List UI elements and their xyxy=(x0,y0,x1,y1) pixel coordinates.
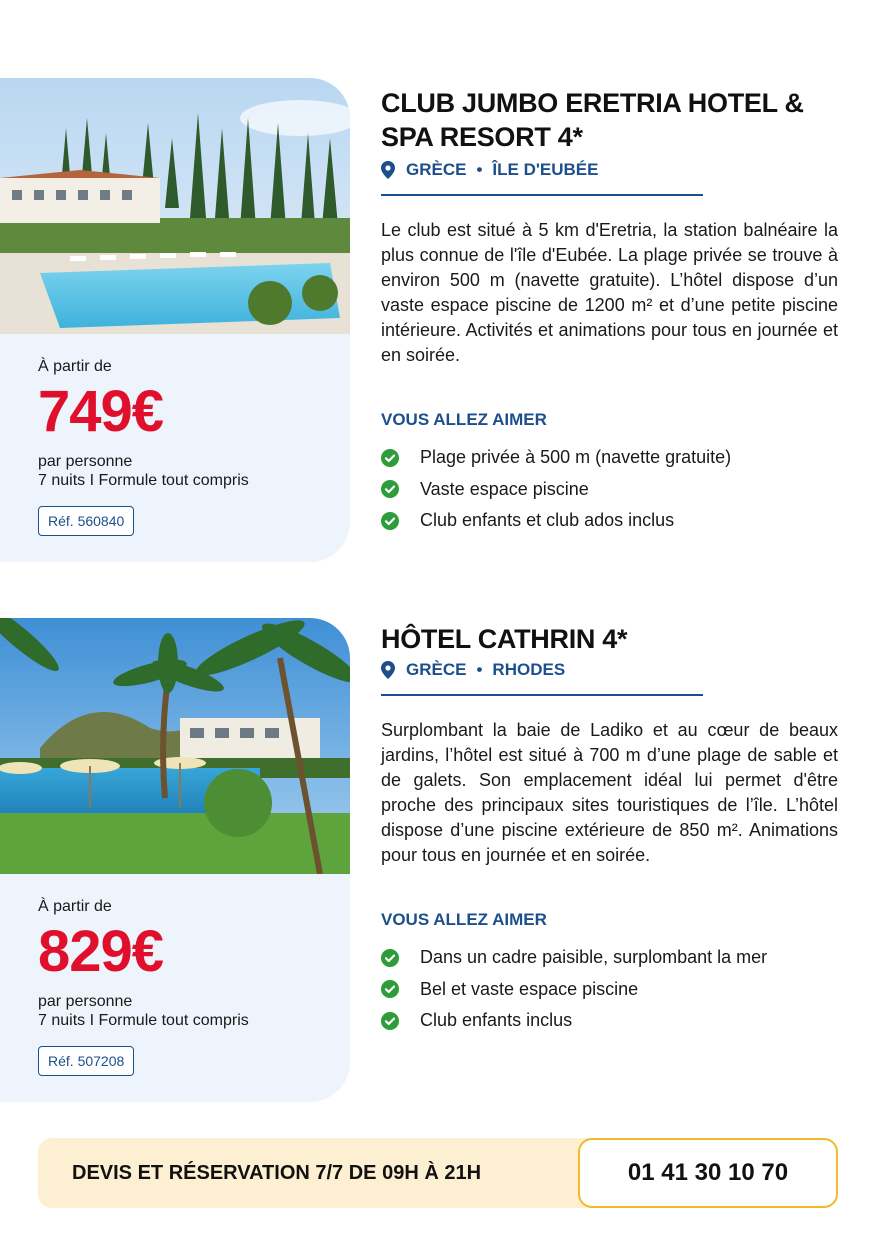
check-circle-icon xyxy=(381,449,399,467)
from-label: À partir de xyxy=(38,898,112,915)
separator-dot: • xyxy=(476,160,483,179)
booking-hours-label: DEVIS ET RÉSERVATION 7/7 DE 09H À 21H xyxy=(72,1162,482,1184)
from-label: À partir de xyxy=(38,358,112,375)
check-circle-icon xyxy=(381,512,399,530)
list-item xyxy=(381,1005,841,1037)
hotel-1-photo xyxy=(0,78,350,334)
list-item xyxy=(381,474,841,506)
map-pin-icon xyxy=(381,161,395,179)
hotel-2-details xyxy=(381,622,841,1037)
phone-number[interactable]: 01 41 30 10 70 xyxy=(578,1138,838,1208)
country: GRÈCE xyxy=(406,160,467,179)
highlight-text: Plage privée à 500 m (navette gratuite) xyxy=(420,447,732,468)
hotel-title-line2: SPA RESORT 4* xyxy=(381,122,583,152)
list-item xyxy=(381,505,841,537)
highlight-text: Bel et vaste espace piscine xyxy=(420,978,639,999)
divider xyxy=(381,694,703,696)
highlights-list xyxy=(381,942,841,1037)
region: ÎLE D'EUBÉE xyxy=(492,160,599,179)
list-item xyxy=(381,942,841,974)
check-circle-icon xyxy=(381,949,399,967)
highlights-heading: VOUS ALLEZ AIMER xyxy=(381,410,547,429)
check-circle-icon xyxy=(381,980,399,998)
check-circle-icon xyxy=(381,480,399,498)
check-circle-icon xyxy=(381,1012,399,1030)
hotel-1-price-card xyxy=(0,78,350,562)
hotel-title: CLUB JUMBO ERETRIA HOTEL & xyxy=(381,88,804,118)
stay-label: 7 nuits I Formule tout compris xyxy=(38,1012,249,1029)
stay-label: 7 nuits I Formule tout compris xyxy=(38,472,249,489)
hotel-title: HÔTEL CATHRIN 4* xyxy=(381,624,628,654)
hotel-description: Le club est situé à 5 km d'Eretria, la station balnéaire la plus connue de l'île d'Eubée. La plage privée se trouve à environ 500 m (navette gratuite). L’hôtel dispose d’un vaste espace piscine de 1200 m² et d’une petite piscine intérieure. Activités et animations pour tous en journée et en soirée. xyxy=(381,220,838,365)
highlight-text: Dans un cadre paisible, surplombant la mer xyxy=(420,947,768,968)
region: RHODES xyxy=(492,660,566,679)
price: 829€ xyxy=(38,919,164,984)
location xyxy=(381,660,841,680)
hotel-description: Surplombant la baie de Ladiko et au cœur de beaux jardins, l’hôtel est situé à 700 m d’une plage de sable et de galets. Son emplacement idéal lui permet d'être proche des principaux sites touristiques de l’île. L’hôtel dispose d’une piscine extérieure de 850 m². Animations pour tous en journée et en soirée. xyxy=(381,720,838,865)
hotel-2-price-block xyxy=(38,898,249,1076)
per-person-label: par personne xyxy=(38,453,133,470)
location xyxy=(381,160,841,180)
highlights-list xyxy=(381,442,841,537)
price: 749€ xyxy=(38,379,164,444)
highlights-heading: VOUS ALLEZ AIMER xyxy=(381,910,547,929)
per-person-label: par personne xyxy=(38,993,133,1010)
hotel-2-price-card xyxy=(0,618,350,1102)
highlight-text: Club enfants et club ados inclus xyxy=(420,510,675,531)
hotel-1-details xyxy=(381,86,841,537)
list-item xyxy=(381,974,841,1006)
hotel-1-price-block xyxy=(38,358,249,536)
reference-badge: Réf. 507208 xyxy=(38,1046,134,1076)
booking-footer xyxy=(38,1138,838,1208)
highlight-text: Club enfants inclus xyxy=(420,1010,573,1031)
highlight-text: Vaste espace piscine xyxy=(420,478,589,499)
list-item xyxy=(381,442,841,474)
divider xyxy=(381,194,703,196)
map-pin-icon xyxy=(381,661,395,679)
separator-dot: • xyxy=(476,660,483,679)
country: GRÈCE xyxy=(406,660,467,679)
reference-badge: Réf. 560840 xyxy=(38,506,134,536)
hotel-2-photo xyxy=(0,618,350,874)
